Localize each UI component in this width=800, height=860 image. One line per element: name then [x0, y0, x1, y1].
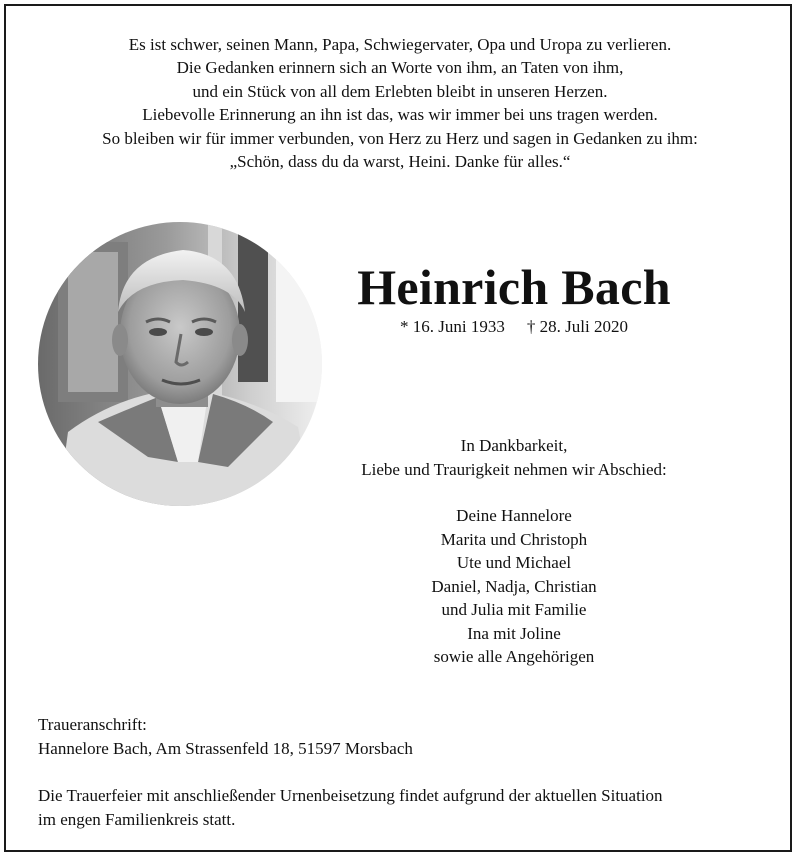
farewell-line: In Dankbarkeit, — [460, 436, 568, 455]
intro-line: und ein Stück von all dem Erlebten bleibt in unseren Herzen. — [192, 81, 608, 101]
intro-poem — [20, 33, 780, 173]
mourner-line: sowie alle Angehörigen — [433, 647, 595, 666]
life-dates — [300, 317, 728, 337]
mourner-line: Marita und Christoph — [440, 529, 588, 549]
intro-line: Die Gedanken erinnern sich an Worte von ihm, an Taten von ihm, — [176, 58, 624, 78]
mourner-line: Deine Hannelore — [456, 506, 572, 525]
portrait-photo — [38, 222, 322, 506]
portrait-photo-icon — [38, 222, 322, 506]
address-line: Hannelore Bach, Am Strassenfeld 18, 51597 Morsbach — [38, 738, 413, 758]
intro-line: So bleiben wir für immer verbunden, von Herz zu Herz und sagen in Gedanken zu ihm: — [102, 128, 698, 148]
intro-line: Es ist schwer, seinen Mann, Papa, Schwiegervater, Opa und Uropa zu verlieren. — [128, 35, 672, 54]
farewell-line: Liebe und Traurigkeit nehmen wir Abschied: — [361, 459, 667, 479]
intro-line: „Schön, dass du da warst, Heini. Danke für alles.“ — [229, 152, 571, 172]
birth-date: * 16. Juni 1933 — [400, 317, 505, 336]
intro-line: Liebevolle Erinnerung an ihn ist das, was wir immer bei uns tragen werden. — [142, 105, 658, 125]
death-date: † 28. Juli 2020 — [526, 317, 628, 336]
mourning-address — [38, 713, 413, 760]
mourner-line: Ute und Michael — [456, 553, 572, 572]
farewell-text — [300, 434, 728, 481]
ceremony-line: im engen Familienkreis statt. — [38, 809, 236, 829]
ceremony-notice — [38, 784, 663, 831]
ceremony-line: Die Trauerfeier mit anschließender Urnenbeisetzung findet aufgrund der aktuellen Situation — [38, 786, 663, 805]
mourner-line: Daniel, Nadja, Christian — [431, 576, 597, 596]
address-label: Traueranschrift: — [38, 715, 147, 734]
deceased-name: Heinrich Bach — [357, 259, 671, 315]
mourner-line: und Julia mit Familie — [441, 600, 587, 619]
mourner-line: Ina mit Joline — [467, 623, 561, 643]
mourners-list — [300, 504, 728, 669]
